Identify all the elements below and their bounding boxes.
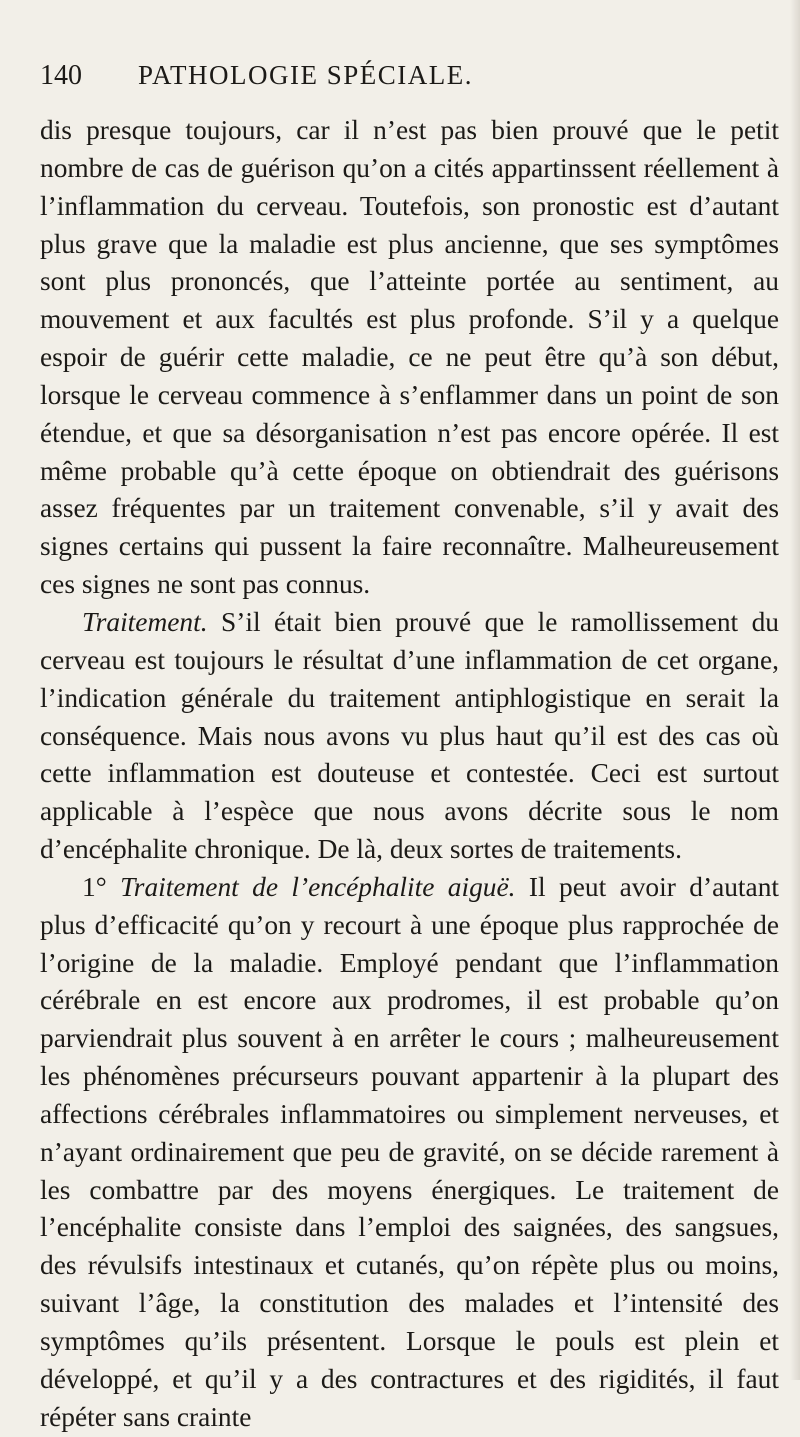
paragraph-traitement [40, 604, 779, 869]
paragraph-encephalite-aigue [40, 869, 779, 1437]
page-number: 140 [40, 60, 82, 91]
paragraph-text: Il peut avoir d’autant plus d’efficacité qu’on y recourt à une époque plus rapprochée de l’origine de la maladie. Employé pendant que l’inflammation cérébrale en est encore aux prodromes, il est probable qu’on parviendrait plus souvent à en arrêter le cours ; malheureusement les phénomènes précurseurs pouvant appartenir à la plupart des affections cérébrales inflammatoires ou simplement nerveuses, et n’ayant ordinairement que peu de gravité, on se décide rarement à les combattre par des moyens énergiques. Le traitement de l’encéphalite consiste dans l’emploi des saignées, des sangsues, des révulsifs intestinaux et cutanés, qu’on répète plus ou moins, suivant l’âge, la constitution des malades et l’intensité des symptômes qu’ils présentent. Lorsque le pouls est plein et développé, et qu’il y a des contractures et des rigidités, il faut répéter sans crainte [40, 871, 780, 1432]
page-edge-shadow [790, 0, 800, 1380]
paragraph-lead: Traitement de l’encéphalite aiguë. [120, 871, 529, 902]
body-text [40, 112, 779, 1437]
paragraph-continuation [40, 112, 779, 604]
paragraph-text: S’il était bien prouvé que le ramollissement du cerveau est toujours le résultat d’une inflammation de cet organe, l’indication générale du traitement antiphlogistique en serait la conséquence. Mais nous avons vu plus haut qu’il est des cas où cette inflammation est douteuse et contestée. Ceci est surtout applicable à l’espèce que nous avons décrite sous le nom d’encéphalite chronique. De là, deux sortes de traitements. [40, 606, 779, 865]
paragraph-text: dis presque toujours, car il n’est pas bien prouvé que le petit nombre de cas de guérison qu’on a cités appartinssent réellement à l’inflammation du cerveau. Toutefois, son pronostic est d’autant plus grave que la maladie est plus ancienne, que ses symptômes sont plus prononcés, que l’atteinte portée au sentiment, au mouvement et aux facultés est plus profonde. S’il y a quelque espoir de guérir cette maladie, ce ne peut être qu’à son début, lorsque le cerveau commence à s’enflammer dans un point de son étendue, et que sa désorganisation n’est pas encore opérée. Il est même probable qu’à cette époque on obtiendrait des guérisons assez fréquentes par un traitement convenable, s’il y avait des signes certains qui pussent la faire reconnaître. Malheureusement ces signes ne sont pas connus. [40, 115, 779, 600]
page-header [40, 60, 780, 100]
section-number: 1° [82, 871, 121, 902]
paragraph-lead: Traitement. [82, 606, 221, 637]
running-head: PATHOLOGIE SPÉCIALE. [138, 60, 474, 90]
